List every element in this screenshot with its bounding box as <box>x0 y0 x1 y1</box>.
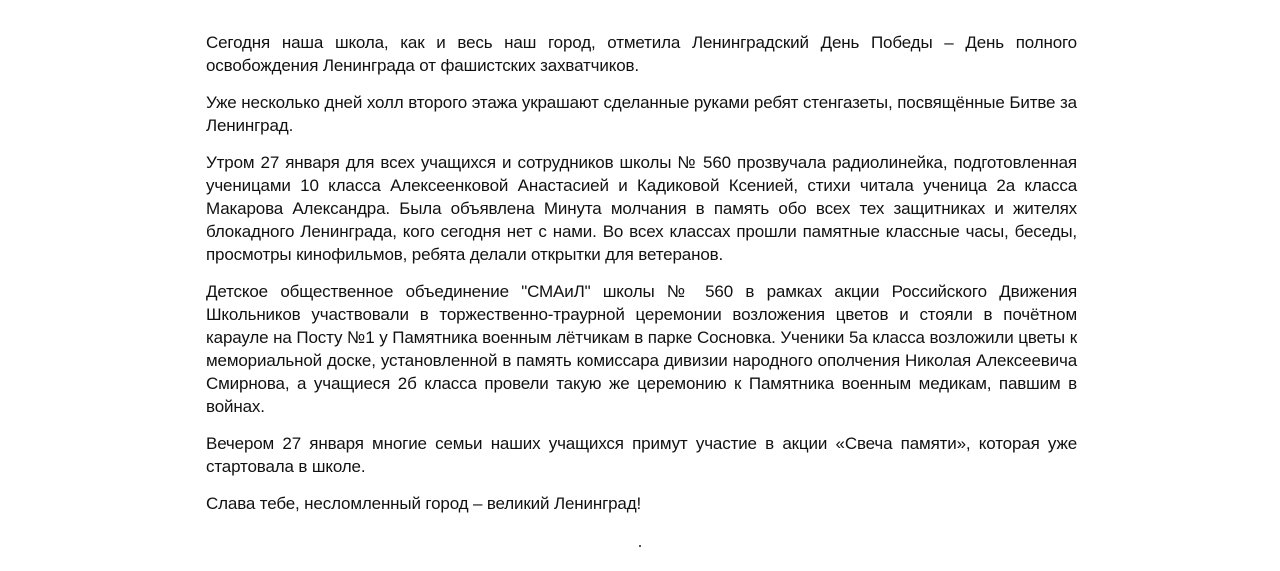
paragraph-closing: Слава тебе, несломленный город – великий Ленинград! <box>206 494 642 513</box>
paragraph-wall-newspapers: Уже несколько дней холл второго этажа украшают сделанные руками ребят стенгазеты, посвящённые Битве за Ленинград. <box>206 93 1077 135</box>
stray-dot <box>639 545 641 547</box>
paragraph-radio-broadcast: Утром 27 января для всех учащихся и сотрудников школы № 560 прозвучала радиолинейка, подготовленная ученицами 10 класса Алексеенковой Анастасией и Кадиковой Ксенией, стихи читала ученица 2а класса Макарова Александра. Была объявлена Минута молчания в память обо всех тех защитниках и жителях блокадного Ленинграда, кого сегодня нет с нами. Во всех классах прошли памятные классные часы, беседы, просмотры кинофильмов, ребята делали открытки для ветеранов. <box>206 153 1077 264</box>
paragraph-intro: Сегодня наша школа, как и весь наш город, отметила Ленинградский День Победы – День полного освобождения Ленинграда от фашистских захватчиков. <box>206 33 1077 75</box>
paragraph-ceremony: Детское общественное объединение "СМАиЛ" школы № 560 в рамках акции Российского Движения Школьников участвовали в торжественно-траурной церемонии возложения цветов и стояли в почётном карауле на Посту №1 у Памятника военным лётчикам в парке Сосновка. Ученики 5а класса возложили цветы к мемориальной доске, установленной в память комиссара дивизии народного ополчения Николая Алексеевича Смирнова, а учащиеся 2б класса провели такую же церемонию к Памятника военным медикам, павшим в войнах. <box>206 282 1077 416</box>
paragraph-candle-action: Вечером 27 января многие семьи наших учащихся примут участие в акции «Свеча памяти», которая уже стартовала в школе. <box>206 434 1077 476</box>
article-text <box>206 31 1077 515</box>
